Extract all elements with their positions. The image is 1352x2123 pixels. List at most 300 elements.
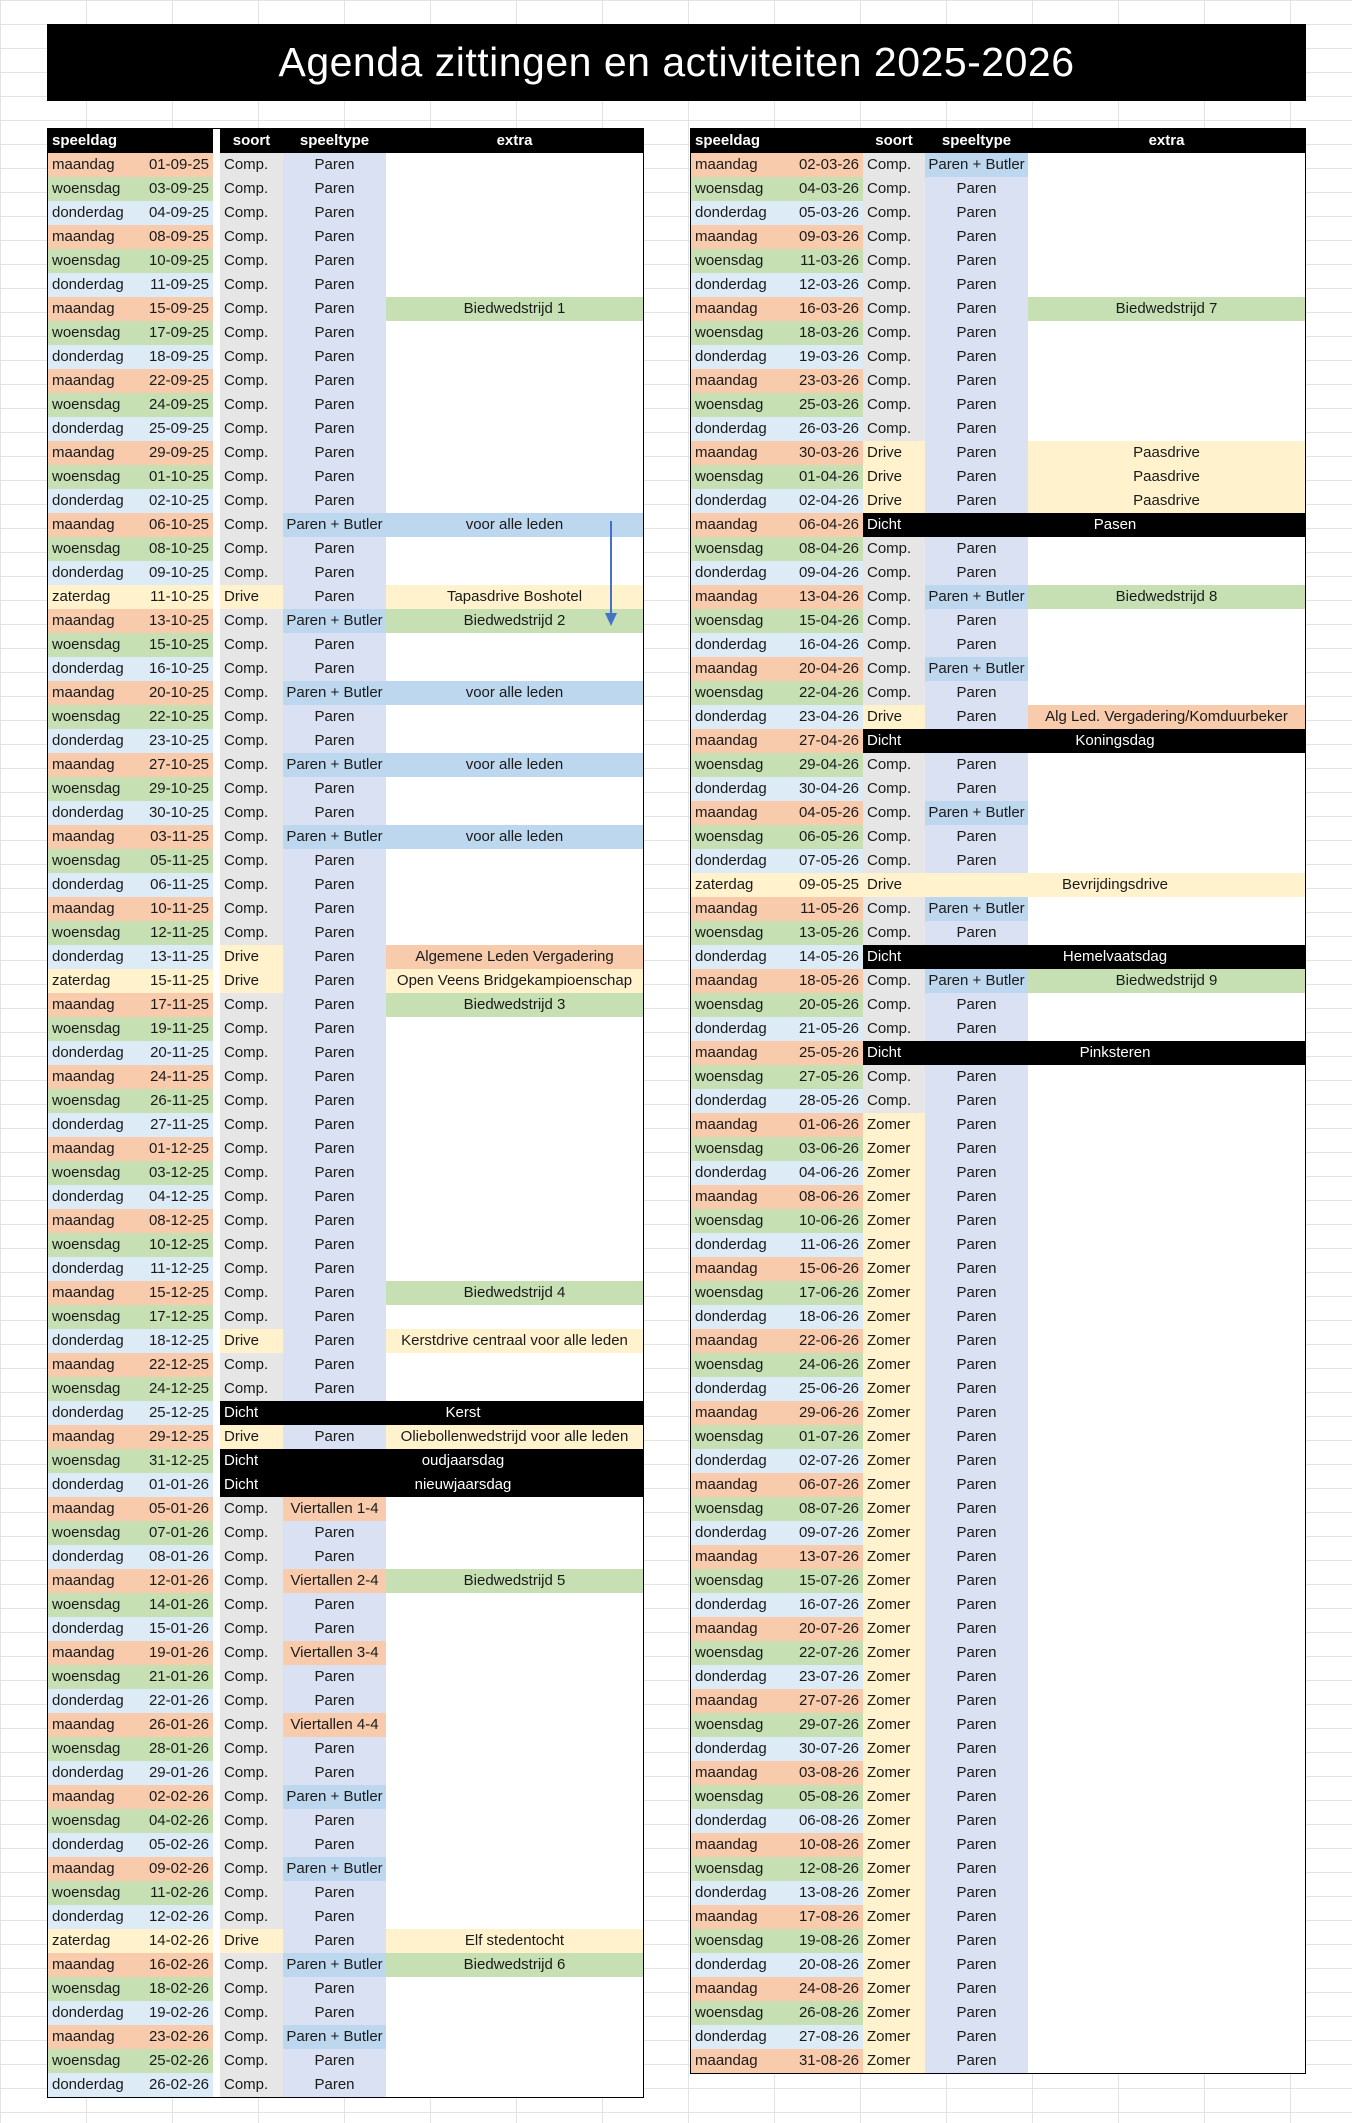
table-row[interactable] (48, 1353, 643, 1377)
table-row[interactable] (691, 969, 1305, 993)
table-row[interactable] (48, 1065, 643, 1089)
table-row[interactable] (691, 1545, 1305, 1569)
soort-cell: Zomer (863, 1281, 925, 1305)
table-row[interactable] (691, 2025, 1305, 2049)
day-cell: zaterdag (48, 585, 143, 609)
date-cell: 22-04-26 (786, 681, 863, 705)
table-row[interactable] (691, 489, 1305, 513)
speeltype-cell: Paren (283, 1737, 386, 1761)
table-row[interactable] (691, 369, 1305, 393)
day-cell: maandag (48, 1425, 143, 1449)
speeltype-cell: Paren (283, 1377, 386, 1401)
table-row[interactable] (48, 1857, 643, 1881)
table-row[interactable] (48, 561, 643, 585)
header-speeldag: speeldag (52, 132, 118, 149)
table-row[interactable] (48, 1953, 643, 1977)
soort-cell: Comp. (863, 897, 925, 921)
table-row[interactable] (48, 1665, 643, 1689)
table-row[interactable] (48, 1785, 643, 1809)
table-row[interactable] (691, 2049, 1305, 2073)
speeltype-cell: Paren (283, 897, 386, 921)
table-row[interactable] (48, 225, 643, 249)
soort-cell: Comp. (220, 249, 283, 273)
table-row[interactable] (48, 1137, 643, 1161)
table-row[interactable] (691, 993, 1305, 1017)
table-row[interactable] (691, 1905, 1305, 1929)
table-row[interactable] (691, 873, 1305, 897)
speeltype-cell: Paren (283, 369, 386, 393)
speeltype-cell: Paren (925, 1137, 1028, 1161)
table-row[interactable] (691, 1689, 1305, 1713)
extra-cell (1028, 897, 1305, 921)
table-row[interactable] (691, 1857, 1305, 1881)
table-row[interactable] (691, 1305, 1305, 1329)
extra-cell: oudjaarsdag (283, 1449, 643, 1473)
table-row[interactable] (691, 297, 1305, 321)
row-divider (213, 1449, 220, 1473)
soort-cell: Comp. (220, 609, 283, 633)
day-cell: woensdag (48, 1665, 143, 1689)
day-cell: woensdag (691, 1425, 786, 1449)
soort-cell: Comp. (220, 1377, 283, 1401)
speeltype-cell: Paren (283, 2073, 386, 2097)
date-cell: 18-02-26 (143, 1977, 213, 2001)
soort-cell: Comp. (220, 1209, 283, 1233)
extra-cell (386, 849, 643, 873)
table-row[interactable] (48, 705, 643, 729)
extra-cell (1028, 921, 1305, 945)
extra-cell (1028, 681, 1305, 705)
date-cell: 08-07-26 (786, 1497, 863, 1521)
soort-cell: Comp. (863, 921, 925, 945)
extra-cell: Pinksteren (925, 1041, 1305, 1065)
table-row[interactable] (48, 201, 643, 225)
day-cell: woensdag (48, 1737, 143, 1761)
table-row[interactable] (48, 441, 643, 465)
table-row[interactable] (48, 2001, 643, 2025)
table-row[interactable] (48, 1113, 643, 1137)
speeltype-cell: Paren (925, 921, 1028, 945)
soort-cell: Zomer (863, 1497, 925, 1521)
table-row[interactable] (691, 1089, 1305, 1113)
table-row[interactable] (48, 1617, 643, 1641)
table-row[interactable] (691, 1953, 1305, 1977)
table-row[interactable] (48, 537, 643, 561)
table-row[interactable] (691, 321, 1305, 345)
table-row[interactable] (48, 849, 643, 873)
table-row[interactable] (48, 1593, 643, 1617)
extra-cell (1028, 1665, 1305, 1689)
table-row[interactable] (691, 729, 1305, 753)
table-row[interactable] (691, 537, 1305, 561)
table-row[interactable] (691, 417, 1305, 441)
soort-cell: Comp. (220, 225, 283, 249)
day-cell: donderdag (48, 1833, 143, 1857)
table-row[interactable] (691, 1641, 1305, 1665)
table-row[interactable] (48, 1569, 643, 1593)
table-row[interactable] (48, 153, 643, 177)
row-divider (213, 1857, 220, 1881)
table-row[interactable] (48, 1473, 643, 1497)
table-row[interactable] (691, 513, 1305, 537)
table-row[interactable] (48, 369, 643, 393)
table-row[interactable] (48, 321, 643, 345)
day-cell: donderdag (48, 1329, 143, 1353)
day-cell: maandag (48, 1137, 143, 1161)
date-cell: 13-07-26 (786, 1545, 863, 1569)
table-row[interactable] (48, 489, 643, 513)
table-row[interactable] (691, 225, 1305, 249)
table-row[interactable] (48, 2025, 643, 2049)
table-row[interactable] (691, 585, 1305, 609)
date-cell: 17-11-25 (143, 993, 213, 1017)
speeltype-cell: Paren (925, 753, 1028, 777)
table-row[interactable] (48, 513, 643, 537)
table-row[interactable] (48, 297, 643, 321)
day-cell: woensdag (48, 537, 143, 561)
extra-cell (386, 921, 643, 945)
speeltype-cell: Paren (283, 1665, 386, 1689)
table-row[interactable] (691, 633, 1305, 657)
date-cell: 30-04-26 (786, 777, 863, 801)
table-row[interactable] (691, 393, 1305, 417)
header-speeltype: speeltype (941, 132, 1012, 149)
extra-cell (386, 1065, 643, 1089)
extra-cell (1028, 345, 1305, 369)
table-row[interactable] (48, 945, 643, 969)
table-row[interactable] (691, 1233, 1305, 1257)
table-row[interactable] (691, 177, 1305, 201)
table-row[interactable] (691, 249, 1305, 273)
table-row[interactable] (48, 2073, 643, 2097)
table-row[interactable] (691, 1041, 1305, 1065)
table-row[interactable] (691, 1113, 1305, 1137)
soort-cell: Comp. (220, 1593, 283, 1617)
extra-cell (1028, 633, 1305, 657)
soort-cell: Comp. (220, 2001, 283, 2025)
day-cell: maandag (48, 1569, 143, 1593)
date-cell: 29-07-26 (786, 1713, 863, 1737)
table-row[interactable] (691, 1209, 1305, 1233)
table-row[interactable] (691, 1713, 1305, 1737)
soort-cell: Zomer (863, 1233, 925, 1257)
day-cell: maandag (691, 2049, 786, 2073)
table-row[interactable] (691, 1737, 1305, 1761)
soort-cell: Comp. (863, 1089, 925, 1113)
table-row[interactable] (48, 585, 643, 609)
soort-cell: Zomer (863, 1593, 925, 1617)
table-row[interactable] (691, 201, 1305, 225)
date-cell: 16-03-26 (786, 297, 863, 321)
table-row[interactable] (691, 1881, 1305, 1905)
table-row[interactable] (48, 393, 643, 417)
table-row[interactable] (691, 1593, 1305, 1617)
table-row[interactable] (48, 1905, 643, 1929)
soort-cell: Comp. (220, 417, 283, 441)
soort-cell: Comp. (863, 1065, 925, 1089)
table-row[interactable] (48, 1377, 643, 1401)
table-row[interactable] (691, 273, 1305, 297)
table-row[interactable] (48, 1089, 643, 1113)
date-cell: 30-03-26 (786, 441, 863, 465)
row-divider (213, 1089, 220, 1113)
date-cell: 12-01-26 (143, 1569, 213, 1593)
table-row[interactable] (48, 1305, 643, 1329)
date-cell: 20-07-26 (786, 1617, 863, 1641)
soort-cell: Zomer (863, 2001, 925, 2025)
table-row[interactable] (48, 681, 643, 705)
table-row[interactable] (691, 945, 1305, 969)
row-divider (213, 2001, 220, 2025)
table-row[interactable] (48, 777, 643, 801)
row-divider (213, 993, 220, 1017)
table-row[interactable] (48, 1233, 643, 1257)
speeltype-cell: Paren (925, 201, 1028, 225)
speeltype-cell: Paren (283, 1257, 386, 1281)
table-row[interactable] (691, 1353, 1305, 1377)
extra-cell: Oliebollenwedstrijd voor alle leden (386, 1425, 643, 1449)
table-row[interactable] (691, 1401, 1305, 1425)
day-cell: woensdag (48, 633, 143, 657)
table-row[interactable] (48, 1977, 643, 2001)
table-row[interactable] (691, 609, 1305, 633)
date-cell: 28-05-26 (786, 1089, 863, 1113)
table-row[interactable] (691, 1281, 1305, 1305)
table-row[interactable] (48, 1737, 643, 1761)
table-row[interactable] (48, 753, 643, 777)
table-row[interactable] (48, 345, 643, 369)
page-title: Agenda zittingen en activiteiten 2025-2026 (47, 24, 1306, 101)
date-cell: 29-01-26 (143, 1761, 213, 1785)
table-row[interactable] (48, 1257, 643, 1281)
date-cell: 04-03-26 (786, 177, 863, 201)
table-row[interactable] (48, 1425, 643, 1449)
row-divider (213, 681, 220, 705)
soort-cell: Comp. (863, 177, 925, 201)
date-cell: 08-04-26 (786, 537, 863, 561)
speeltype-cell: Paren (925, 2025, 1028, 2049)
day-cell: woensdag (48, 465, 143, 489)
speeltype-cell: Paren (283, 1065, 386, 1089)
table-row[interactable] (691, 681, 1305, 705)
table-row[interactable] (691, 345, 1305, 369)
speeltype-cell: Paren (925, 1089, 1028, 1113)
soort-cell: Dicht (863, 513, 925, 537)
day-cell: maandag (691, 1113, 786, 1137)
table-row[interactable] (691, 1761, 1305, 1785)
table-row[interactable] (48, 969, 643, 993)
table-row[interactable] (691, 1017, 1305, 1041)
table-row[interactable] (48, 801, 643, 825)
day-cell: woensdag (691, 1209, 786, 1233)
table-row[interactable] (48, 1209, 643, 1233)
table-row[interactable] (691, 897, 1305, 921)
table-row[interactable] (48, 993, 643, 1017)
soort-cell: Comp. (220, 2073, 283, 2097)
date-cell: 19-01-26 (143, 1641, 213, 1665)
extra-cell (386, 2049, 643, 2073)
extra-cell (1028, 1641, 1305, 1665)
date-cell: 22-10-25 (143, 705, 213, 729)
table-row[interactable] (691, 465, 1305, 489)
day-cell: woensdag (48, 177, 143, 201)
table-row[interactable] (691, 921, 1305, 945)
soort-cell: Comp. (863, 585, 925, 609)
table-row[interactable] (691, 1665, 1305, 1689)
extra-cell (1028, 153, 1305, 177)
speeltype-cell: Paren (283, 345, 386, 369)
table-row[interactable] (691, 2001, 1305, 2025)
soort-cell: Comp. (220, 1137, 283, 1161)
speeltype-cell: Paren (283, 801, 386, 825)
table-row[interactable] (48, 273, 643, 297)
soort-cell: Dicht (220, 1473, 283, 1497)
table-row[interactable] (48, 1929, 643, 1953)
table-row[interactable] (48, 1881, 643, 1905)
table-row[interactable] (691, 1377, 1305, 1401)
speeltype-cell: Paren + Butler (283, 1785, 386, 1809)
table-row[interactable] (48, 1809, 643, 1833)
table-row[interactable] (691, 441, 1305, 465)
date-cell: 11-10-25 (143, 585, 213, 609)
table-row[interactable] (691, 1833, 1305, 1857)
row-divider (213, 1185, 220, 1209)
table-row[interactable] (48, 2049, 643, 2073)
soort-cell: Comp. (220, 873, 283, 897)
table-row[interactable] (48, 921, 643, 945)
table-row[interactable] (48, 177, 643, 201)
extra-cell (1028, 273, 1305, 297)
table-row[interactable] (691, 153, 1305, 177)
table-row[interactable] (691, 1257, 1305, 1281)
row-divider (213, 1257, 220, 1281)
table-row[interactable] (691, 561, 1305, 585)
speeltype-cell: Paren + Butler (925, 969, 1028, 993)
table-row[interactable] (691, 1617, 1305, 1641)
date-cell: 19-08-26 (786, 1929, 863, 1953)
table-row[interactable] (691, 1425, 1305, 1449)
table-row[interactable] (691, 777, 1305, 801)
soort-cell: Comp. (220, 1713, 283, 1737)
table-row[interactable] (691, 849, 1305, 873)
day-cell: maandag (48, 1641, 143, 1665)
speeltype-cell: Paren (925, 537, 1028, 561)
table-row[interactable] (691, 825, 1305, 849)
day-cell: woensdag (691, 1497, 786, 1521)
extra-cell (386, 1305, 643, 1329)
table-row[interactable] (48, 897, 643, 921)
day-cell: woensdag (48, 1809, 143, 1833)
day-cell: maandag (48, 1065, 143, 1089)
table-row[interactable] (691, 1329, 1305, 1353)
speeltype-cell: Paren (925, 705, 1028, 729)
date-cell: 07-01-26 (143, 1521, 213, 1545)
table-row[interactable] (48, 657, 643, 681)
speeltype-cell: Paren (925, 681, 1028, 705)
soort-cell: Comp. (220, 897, 283, 921)
table-row[interactable] (691, 1569, 1305, 1593)
table-row[interactable] (691, 801, 1305, 825)
day-cell: woensdag (691, 249, 786, 273)
date-cell: 22-01-26 (143, 1689, 213, 1713)
row-divider (213, 2025, 220, 2049)
date-cell: 17-09-25 (143, 321, 213, 345)
day-cell: donderdag (48, 873, 143, 897)
table-row[interactable] (48, 1689, 643, 1713)
table-row[interactable] (691, 1497, 1305, 1521)
table-row[interactable] (48, 249, 643, 273)
table-row[interactable] (691, 1185, 1305, 1209)
speeltype-cell: Paren (283, 393, 386, 417)
table-row[interactable] (48, 1521, 643, 1545)
table-row[interactable] (48, 609, 643, 633)
table-row[interactable] (48, 1281, 643, 1305)
extra-cell: Hemelvaatsdag (925, 945, 1305, 969)
table-row[interactable] (691, 1785, 1305, 1809)
table-row[interactable] (48, 1641, 643, 1665)
table-row[interactable] (48, 1041, 643, 1065)
day-cell: woensdag (691, 993, 786, 1017)
table-row[interactable] (48, 1185, 643, 1209)
table-row[interactable] (48, 1017, 643, 1041)
extra-cell: Biedwedstrijd 6 (386, 1953, 643, 1977)
table-row[interactable] (48, 417, 643, 441)
table-row[interactable] (691, 1161, 1305, 1185)
extra-cell: Biedwedstrijd 1 (386, 297, 643, 321)
soort-cell: Comp. (220, 633, 283, 657)
table-row[interactable] (691, 1977, 1305, 2001)
date-cell: 15-12-25 (143, 1281, 213, 1305)
extra-cell (1028, 1401, 1305, 1425)
table-row[interactable] (691, 1809, 1305, 1833)
table-row[interactable] (48, 1161, 643, 1185)
date-cell: 15-06-26 (786, 1257, 863, 1281)
speeltype-cell: Paren (925, 1569, 1028, 1593)
table-row[interactable] (48, 633, 643, 657)
speeltype-cell: Paren (925, 561, 1028, 585)
table-row[interactable] (48, 873, 643, 897)
table-row[interactable] (48, 1449, 643, 1473)
table-row[interactable] (691, 657, 1305, 681)
soort-cell: Comp. (220, 777, 283, 801)
table-row[interactable] (48, 1401, 643, 1425)
table-row[interactable] (691, 1137, 1305, 1161)
soort-cell: Zomer (863, 1953, 925, 1977)
table-row[interactable] (48, 1713, 643, 1737)
table-row[interactable] (691, 1521, 1305, 1545)
table-row[interactable] (48, 1329, 643, 1353)
soort-cell: Zomer (863, 1881, 925, 1905)
table-row[interactable] (48, 1545, 643, 1569)
table-row[interactable] (48, 465, 643, 489)
table-row[interactable] (691, 1449, 1305, 1473)
table-row[interactable] (691, 1473, 1305, 1497)
day-cell: donderdag (48, 417, 143, 441)
table-row[interactable] (691, 1065, 1305, 1089)
table-row[interactable] (48, 1497, 643, 1521)
table-row[interactable] (48, 1761, 643, 1785)
row-divider (213, 1689, 220, 1713)
table-row[interactable] (48, 1833, 643, 1857)
table-row[interactable] (691, 705, 1305, 729)
table-row[interactable] (48, 729, 643, 753)
table-row[interactable] (48, 825, 643, 849)
table-row[interactable] (691, 1929, 1305, 1953)
extra-cell (1028, 2001, 1305, 2025)
table-row[interactable] (691, 753, 1305, 777)
soort-cell: Comp. (220, 1497, 283, 1521)
speeltype-cell: Paren (925, 609, 1028, 633)
